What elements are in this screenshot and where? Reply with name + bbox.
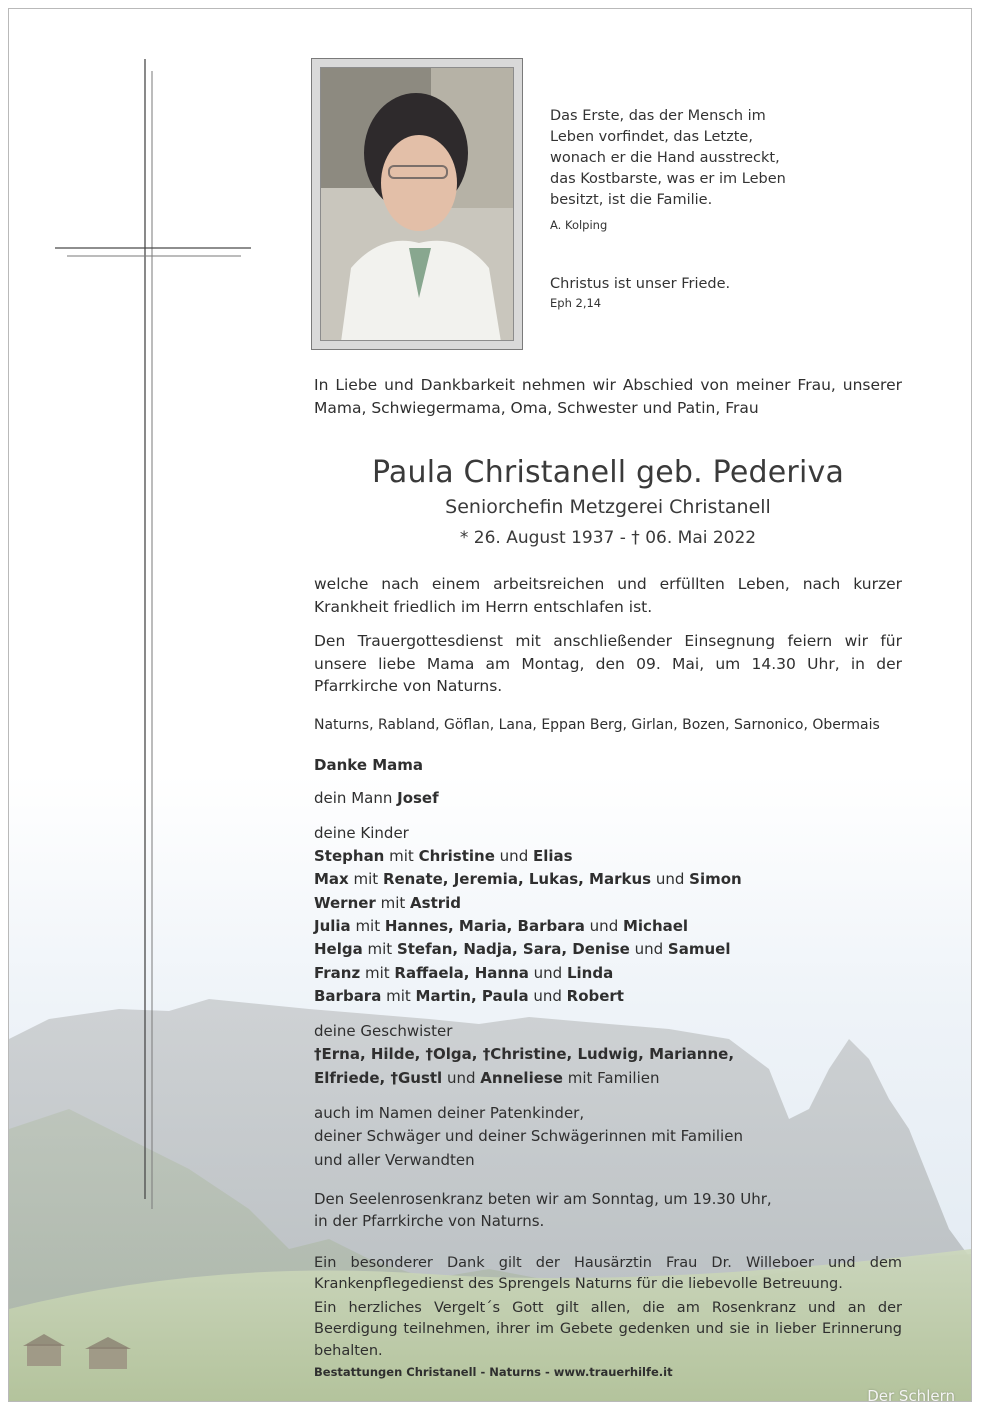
quote-author: A. Kolping bbox=[550, 218, 608, 232]
quote-line: wonach er die Hand ausstreckt, bbox=[550, 150, 780, 166]
child-line: Max mit Renate, Jeremia, Lukas, Markus und Simon bbox=[314, 870, 742, 889]
thanks-paragraph: Ein herzliches Vergelt´s Gott gilt allen, die am Rosenkranz und an der Beerdigung teilnehmen, ihrer im Gebete gedenken und sie in lieber Erinnerung behalten. bbox=[314, 1299, 902, 1359]
obituary-card bbox=[8, 8, 972, 1402]
watermark: Der Schlern bbox=[867, 1387, 955, 1402]
child-line: Franz mit Raffaela, Hanna und Linda bbox=[314, 963, 614, 982]
obituary-text bbox=[314, 374, 902, 1362]
also-line: und aller Verwandten bbox=[314, 1150, 475, 1169]
places-list: Naturns, Rabland, Göflan, Lana, Eppan Berg, Girlan, Bozen, Sarnonico, Obermais bbox=[314, 716, 880, 733]
life-dates: * 26. August 1937 - † 06. Mai 2022 bbox=[459, 528, 757, 548]
also-line: auch im Namen deiner Patenkinder, bbox=[314, 1104, 585, 1123]
footer-credit: Bestattungen Christanell - Naturns - www.trauerhilfe.it bbox=[314, 1365, 673, 1379]
siblings-line: †Erna, Hilde, †Olga, †Christine, Ludwig, Marianne, bbox=[314, 1045, 735, 1064]
deceased-name: Paula Christanell geb. Pederiva bbox=[371, 455, 845, 490]
deceased-title: Seniorchefin Metzgerei Christanell bbox=[445, 496, 771, 518]
family-list bbox=[314, 787, 902, 1172]
funeral-text: Den Trauergottesdienst mit anschließender Einsegnung feiern wir für unsere liebe Mama am Montag, den 09. Mai, um 14.30 Uhr, in der Pfarrkirche von Naturns. bbox=[314, 632, 902, 695]
rosary-text: Den Seelenrosenkranz beten wir am Sonntag, um 19.30 Uhr, in der Pfarrkirche von Naturns. bbox=[314, 1189, 772, 1231]
child-line: Stephan mit Christine und Elias bbox=[314, 847, 573, 866]
thanks-text bbox=[314, 1253, 902, 1363]
quote-block bbox=[550, 106, 810, 311]
siblings-line: Elfriede, †Gustl und Anneliese mit Familien bbox=[314, 1068, 660, 1087]
child-line: Julia mit Hannes, Maria, Barbara und Michael bbox=[314, 916, 689, 935]
cross-icon bbox=[9, 9, 269, 1309]
husband-line: dein Mann Josef bbox=[314, 788, 439, 807]
bible-verse: Christus ist unser Friede. bbox=[550, 276, 731, 292]
quote-line: das Kostbarste, was er im Leben bbox=[550, 171, 786, 187]
child-line: Werner mit Astrid bbox=[314, 893, 462, 912]
quote-line: Das Erste, das der Mensch im bbox=[550, 108, 766, 124]
children-label: deine Kinder bbox=[314, 823, 409, 842]
passing-text: welche nach einem arbeitsreichen und erfüllten Leben, nach kurzer Krankheit friedlich im Herrn entschlafen ist. bbox=[314, 575, 902, 616]
bible-verse-ref: Eph 2,14 bbox=[550, 296, 602, 310]
quote-line: Leben vorfindet, das Letzte, bbox=[550, 129, 753, 145]
quote-line: besitzt, ist die Familie. bbox=[550, 192, 713, 208]
intro-text: In Liebe und Dankbarkeit nehmen wir Abschied von meiner Frau, unserer Mama, Schwiegermama, Oma, Schwester und Patin, Frau bbox=[314, 376, 902, 417]
portrait-frame bbox=[311, 58, 523, 350]
siblings-label: deine Geschwister bbox=[314, 1022, 453, 1041]
child-line: Helga mit Stefan, Nadja, Sara, Denise und Samuel bbox=[314, 940, 731, 959]
thanks-paragraph: Ein besonderer Dank gilt der Hausärztin Frau Dr. Willeboer und dem Krankenpflegedienst des Sprengels Naturns für die liebevolle Betreuung. bbox=[314, 1254, 902, 1293]
child-line: Barbara mit Martin, Paula und Robert bbox=[314, 986, 624, 1005]
portrait-photo bbox=[320, 67, 514, 341]
also-line: deiner Schwäger und deiner Schwägerinnen mit Familien bbox=[314, 1127, 743, 1146]
danke-heading: Danke Mama bbox=[314, 756, 424, 774]
